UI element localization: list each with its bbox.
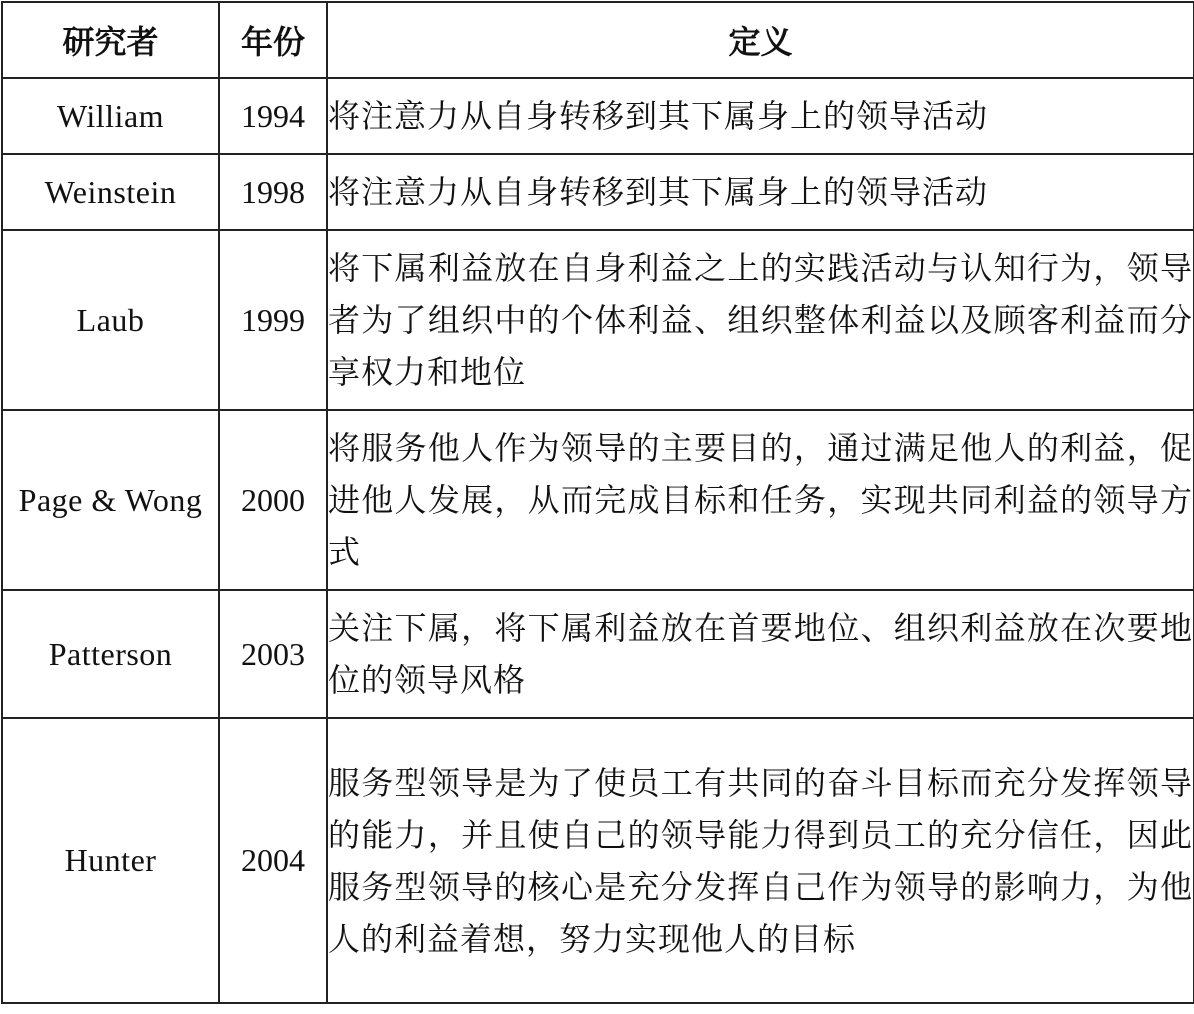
researcher-cell: Patterson <box>2 590 219 718</box>
definition-cell: 将服务他人作为领导的主要目的，通过满足他人的利益，促进他人发展，从而完成目标和任务，实现共同利益的领导方式 <box>327 410 1194 590</box>
year-cell: 1999 <box>219 230 327 410</box>
table-row <box>2 590 1194 718</box>
header-definition: 定义 <box>327 2 1194 78</box>
definition-cell: 服务型领导是为了使员工有共同的奋斗目标而充分发挥领导的能力，并且使自己的领导能力得到员工的充分信任，因此服务型领导的核心是充分发挥自己作为领导的影响力，为他人的利益着想，努力实现他人的目标 <box>327 718 1194 1003</box>
year-cell: 1994 <box>219 78 327 154</box>
researcher-cell: Page & Wong <box>2 410 219 590</box>
definition-cell: 将注意力从自身转移到其下属身上的领导活动 <box>327 154 1194 230</box>
year-cell: 2000 <box>219 410 327 590</box>
header-researcher: 研究者 <box>2 2 219 78</box>
header-row <box>2 2 1194 78</box>
definitions-table <box>1 1 1194 1004</box>
table-row <box>2 78 1194 154</box>
year-cell: 2003 <box>219 590 327 718</box>
researcher-cell: William <box>2 78 219 154</box>
table-row <box>2 230 1194 410</box>
table-row <box>2 718 1194 1003</box>
table-row <box>2 410 1194 590</box>
researcher-cell: Laub <box>2 230 219 410</box>
definition-cell: 关注下属，将下属利益放在首要地位、组织利益放在次要地位的领导风格 <box>327 590 1194 718</box>
researcher-cell: Hunter <box>2 718 219 1003</box>
definition-cell: 将下属利益放在自身利益之上的实践活动与认知行为，领导者为了组织中的个体利益、组织整体利益以及顾客利益而分享权力和地位 <box>327 230 1194 410</box>
year-cell: 2004 <box>219 718 327 1003</box>
table-row <box>2 154 1194 230</box>
researcher-cell: Weinstein <box>2 154 219 230</box>
header-year: 年份 <box>219 2 327 78</box>
year-cell: 1998 <box>219 154 327 230</box>
definition-cell: 将注意力从自身转移到其下属身上的领导活动 <box>327 78 1194 154</box>
